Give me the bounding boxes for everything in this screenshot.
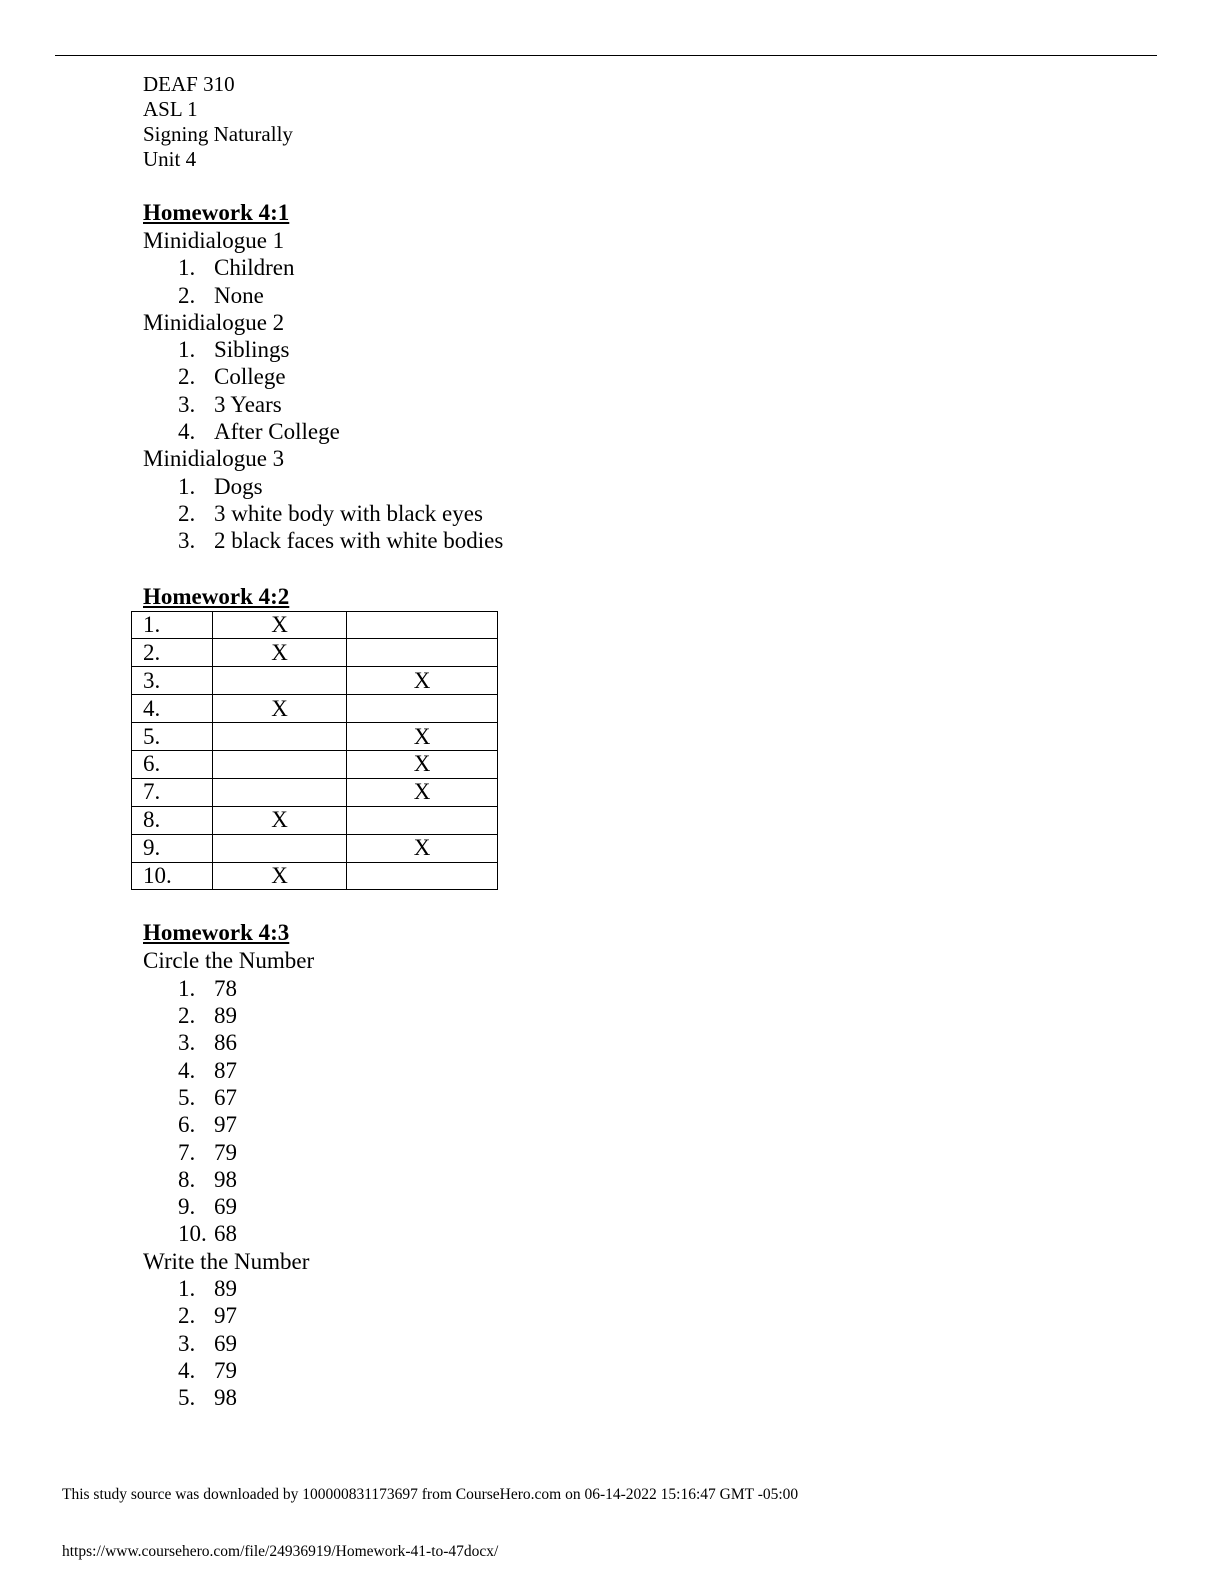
list-item-text: Siblings [214, 337, 290, 363]
minidialogue-answer-list [143, 254, 1043, 309]
row-number-cell: 10. [132, 862, 213, 890]
homework-4-2-section [143, 583, 1043, 891]
list-item-text: College [214, 364, 286, 390]
answer-cell [347, 611, 498, 639]
answer-cell: X [213, 862, 347, 890]
list-number: 3. [178, 391, 196, 417]
list-item-text: 3 Years [214, 391, 282, 417]
table-row [132, 751, 498, 779]
answer-cell: X [347, 723, 498, 751]
minidialogue-answer-item [143, 282, 1043, 309]
list-item-text: 69 [214, 1330, 237, 1356]
homework-4-3-title: Homework 4:3 [143, 920, 290, 946]
answer-cell [213, 834, 347, 862]
answer-cell [213, 751, 347, 779]
answer-cell: X [213, 806, 347, 834]
answer-cell [213, 778, 347, 806]
minidialogue-answer-item [143, 500, 1043, 527]
minidialogue-label: Minidialogue 1 [143, 228, 285, 253]
table-row [132, 695, 498, 723]
unit-label: Unit 4 [143, 147, 197, 171]
list-number: 3. [178, 1030, 196, 1056]
row-number-cell: 1. [132, 611, 213, 639]
minidialogue-answer-item [143, 391, 1043, 418]
textbook-name: Signing Naturally [143, 122, 293, 146]
list-number: 9. [178, 1194, 196, 1220]
list-item-text: 89 [214, 1276, 237, 1302]
homework-4-1-section [143, 199, 1043, 555]
answer-cell: X [213, 639, 347, 667]
list-number: 2. [178, 1303, 196, 1329]
row-number-cell: 4. [132, 695, 213, 723]
list-number: 1. [178, 473, 196, 499]
circle-number-item [143, 1084, 1043, 1111]
source-url[interactable]: https://www.coursehero.com/file/24936919/Homework-41-to-47docx/ [62, 1543, 499, 1560]
list-number: 2. [178, 1003, 196, 1029]
minidialogue-answer-item [143, 254, 1043, 281]
minidialogue-answer-item [143, 527, 1043, 554]
table-row [132, 639, 498, 667]
list-item-text: 79 [214, 1357, 237, 1383]
list-number: 5. [178, 1385, 196, 1411]
row-number-cell: 7. [132, 778, 213, 806]
list-number: 4. [178, 419, 196, 445]
list-number: 10. [178, 1221, 207, 1247]
list-item-text: None [214, 282, 264, 308]
write-the-number-list [143, 1275, 1043, 1411]
answer-cell: X [213, 611, 347, 639]
minidialogue-answer-item [143, 418, 1043, 445]
circle-number-item [143, 975, 1043, 1002]
list-item-text: 69 [214, 1194, 237, 1220]
circle-number-item [143, 1220, 1043, 1247]
circle-number-item [143, 1029, 1043, 1056]
list-item-text: Dogs [214, 473, 263, 499]
circle-number-item [143, 1002, 1043, 1029]
write-the-number-label: Write the Number [143, 1248, 310, 1274]
table-row [132, 611, 498, 639]
homework-4-1-body [143, 227, 1043, 555]
answer-cell [347, 695, 498, 723]
course-name: ASL 1 [143, 97, 198, 121]
list-item-text: 89 [214, 1003, 237, 1029]
answer-cell [213, 667, 347, 695]
list-number: 4. [178, 1057, 196, 1083]
list-number: 3. [178, 528, 196, 554]
circle-number-item [143, 1111, 1043, 1138]
list-item-text: 98 [214, 1166, 237, 1192]
list-item-text: 97 [214, 1303, 237, 1329]
circle-number-item [143, 1193, 1043, 1220]
list-item-text: 67 [214, 1084, 237, 1110]
list-number: 3. [178, 1330, 196, 1356]
table-row [132, 778, 498, 806]
minidialogue-label: Minidialogue 2 [143, 309, 285, 335]
answer-cell: X [347, 834, 498, 862]
answer-cell: X [347, 751, 498, 779]
list-item-text: 98 [214, 1385, 237, 1411]
table-row [132, 667, 498, 695]
list-item-text: 3 white body with black eyes [214, 500, 483, 526]
answer-cell: X [347, 667, 498, 695]
minidialogue-answer-list [143, 336, 1043, 445]
list-item-text: 78 [214, 975, 237, 1001]
list-number: 5. [178, 1084, 196, 1110]
list-item-text: After College [214, 419, 340, 445]
write-number-item [143, 1275, 1043, 1302]
top-rule [55, 55, 1157, 56]
row-number-cell: 6. [132, 751, 213, 779]
row-number-cell: 3. [132, 667, 213, 695]
list-item-text: 86 [214, 1030, 237, 1056]
list-number: 6. [178, 1112, 196, 1138]
homework-4-2-table [131, 611, 498, 891]
answer-cell [347, 639, 498, 667]
list-number: 8. [178, 1166, 196, 1192]
circle-number-item [143, 1057, 1043, 1084]
circle-number-item [143, 1166, 1043, 1193]
course-header [143, 72, 1043, 172]
list-number: 1. [178, 975, 196, 1001]
circle-the-number-list [143, 975, 1043, 1248]
download-notice: This study source was downloaded by 100000831173697 from CourseHero.com on 06-14-2022 15:16:47 GMT -05:00 [62, 1486, 799, 1503]
list-number: 2. [178, 500, 196, 526]
circle-number-item [143, 1139, 1043, 1166]
row-number-cell: 9. [132, 834, 213, 862]
list-number: 7. [178, 1139, 196, 1165]
document-body [143, 72, 1043, 1412]
minidialogue-answer-item [143, 336, 1043, 363]
list-item-text: 79 [214, 1139, 237, 1165]
answer-cell: X [347, 778, 498, 806]
table-row [132, 834, 498, 862]
list-item-text: Children [214, 255, 295, 281]
list-number: 2. [178, 282, 196, 308]
minidialogue-answer-item [143, 363, 1043, 390]
list-item-text: 2 black faces with white bodies [214, 528, 504, 554]
list-item-text: 97 [214, 1112, 237, 1138]
homework-4-3-section [143, 919, 1043, 1411]
write-number-item [143, 1330, 1043, 1357]
minidialogue-answer-item [143, 473, 1043, 500]
answer-cell [347, 806, 498, 834]
row-number-cell: 8. [132, 806, 213, 834]
list-item-text: 87 [214, 1057, 237, 1083]
homework-4-1-title: Homework 4:1 [143, 200, 290, 225]
write-number-item [143, 1357, 1043, 1384]
homework-4-2-title: Homework 4:2 [143, 583, 290, 609]
minidialogue-answer-list [143, 473, 1043, 555]
circle-the-number-label: Circle the Number [143, 948, 315, 974]
table-row [132, 806, 498, 834]
table-row [132, 723, 498, 751]
list-item-text: 68 [214, 1221, 237, 1247]
course-code: DEAF 310 [143, 72, 235, 96]
minidialogue-label: Minidialogue 3 [143, 446, 285, 472]
list-number: 1. [178, 255, 196, 281]
row-number-cell: 5. [132, 723, 213, 751]
list-number: 1. [178, 1276, 196, 1302]
answer-cell [213, 723, 347, 751]
write-number-item [143, 1302, 1043, 1329]
table-row [132, 862, 498, 890]
answer-cell [347, 862, 498, 890]
list-number: 2. [178, 364, 196, 390]
answer-cell: X [213, 695, 347, 723]
write-number-item [143, 1384, 1043, 1411]
row-number-cell: 2. [132, 639, 213, 667]
list-number: 1. [178, 337, 196, 363]
list-number: 4. [178, 1357, 196, 1383]
